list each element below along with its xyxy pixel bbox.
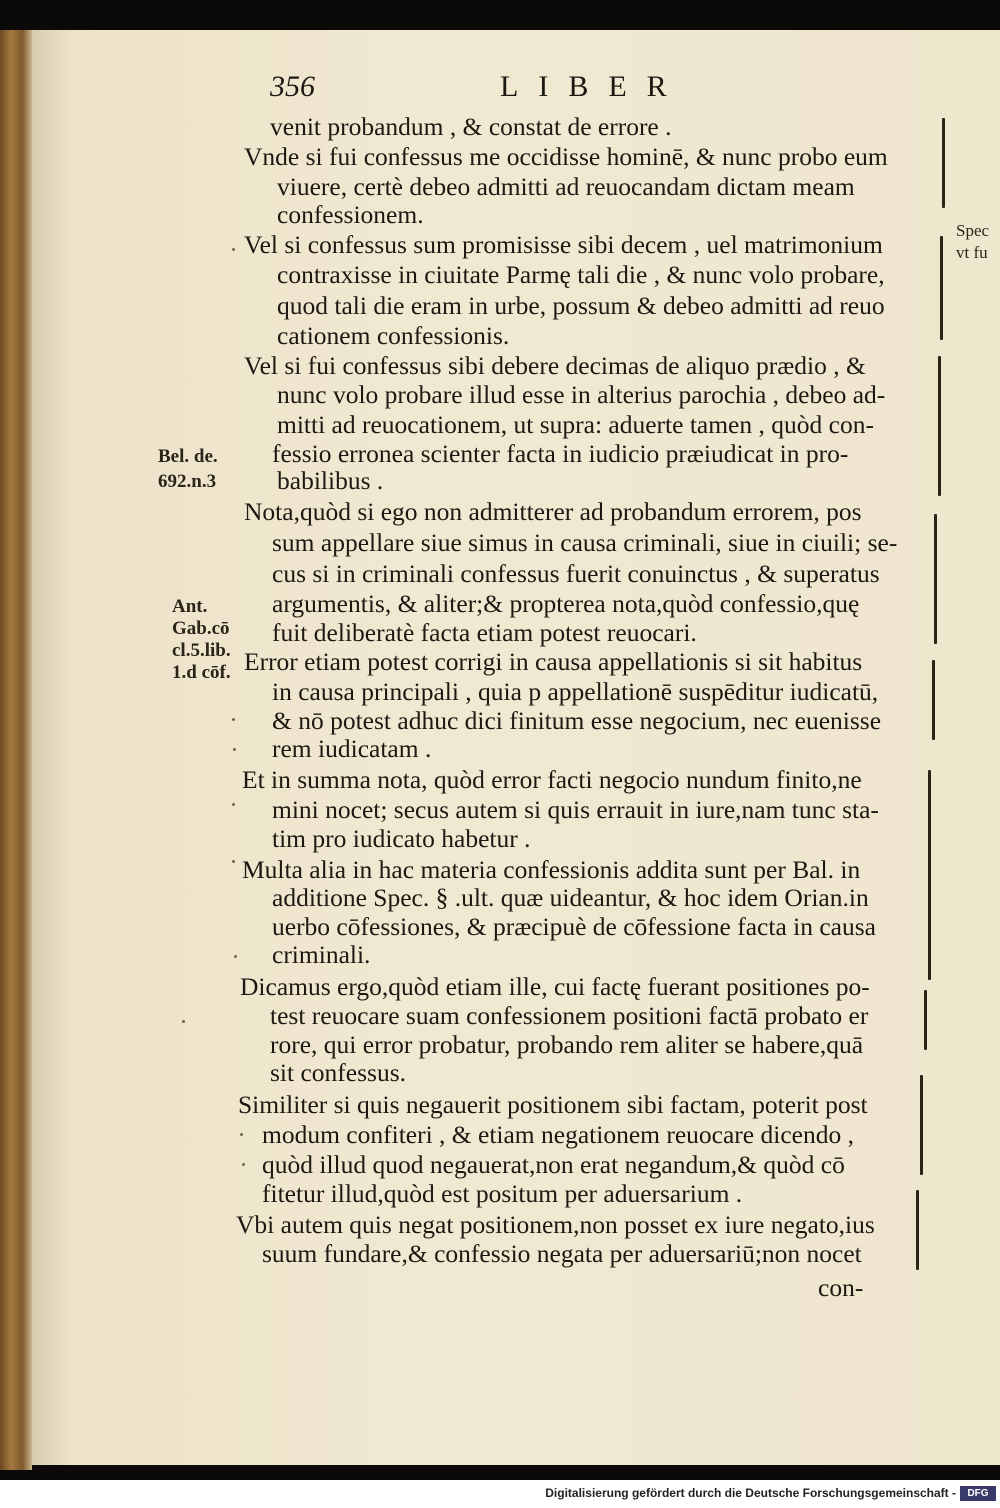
- text-line: fessio erronea scienter facta in iudicio præiudicat in pro-: [272, 439, 849, 468]
- bracket-rule: [924, 990, 927, 1050]
- digitization-footer: [0, 1480, 1000, 1508]
- bracket-rule: [940, 236, 943, 340]
- right-margin-line: Spec: [956, 221, 990, 240]
- text-line: Vel si confessus sum promisisse sibi decem , uel matrimonium: [244, 230, 883, 259]
- text-line: tim pro iudicato habetur .: [272, 824, 531, 853]
- margin-dot: [233, 748, 236, 751]
- text-line: modum confiteri , & etiam negationem reuocare dicendo ,: [262, 1120, 854, 1149]
- text-line: suum fundare,& confessio negata per aduersariū;non nocet: [262, 1239, 862, 1268]
- margin-dot: [232, 718, 235, 721]
- margin-dot: [182, 1020, 185, 1023]
- margin-dot: [234, 955, 237, 958]
- margin-dot: [232, 248, 235, 251]
- text-line: Dicamus ergo,quòd etiam ille, cui factę fuerant positiones po-: [240, 972, 870, 1001]
- text-line: Nota,quòd si ego non admitterer ad probandum errorem, pos: [244, 497, 862, 526]
- text-line: sit confessus.: [270, 1058, 406, 1087]
- page-number: 356: [270, 70, 315, 103]
- text-line: mini nocet; secus autem si quis errauit in iure,nam tunc sta-: [272, 795, 879, 824]
- bracket-rule: [932, 660, 935, 740]
- bracket-rule: [942, 118, 945, 208]
- catchword: con-: [818, 1273, 864, 1302]
- text-line: venit probandum , & constat de errore .: [270, 112, 672, 141]
- text-line: babilibus .: [277, 466, 384, 495]
- text-line: Multa alia in hac materia confessionis addita sunt per Bal. in: [242, 855, 861, 884]
- text-line: fitetur illud,quòd est positum per aduersarium .: [262, 1179, 743, 1208]
- text-line: confessionem.: [277, 200, 424, 229]
- text-line: Vbi autem quis negat positionem,non posset ex iure negato,ius: [236, 1210, 875, 1239]
- text-line: contraxisse in ciuitate Parmę tali die , & nunc volo probare,: [277, 260, 885, 289]
- text-line: uerbo cōfessiones, & præcipuè de cōfessione facta in causa: [272, 912, 876, 941]
- text-line: mitti ad reuocationem, ut supra: aduerte tamen , quòd con-: [277, 410, 874, 439]
- text-line: test reuocare suam confessionem positioni factā probato er: [270, 1001, 869, 1030]
- text-line: sum appellare siue simus in causa criminali, siue in ciuili; se-: [272, 528, 898, 557]
- bracket-rule: [920, 1075, 923, 1175]
- running-title: LIBER: [500, 70, 687, 103]
- text-line: & nō potest adhuc dici finitum esse negocium, nec euenisse: [272, 706, 882, 735]
- text-line: Vel si fui confessus sibi debere decimas de aliquo prædio , &: [244, 351, 866, 380]
- text-line: cus si in criminali confessus fuerit conuinctus , & superatus: [272, 559, 880, 588]
- margin-dot: [232, 860, 235, 863]
- text-line: Et in summa nota, quòd error facti negocio nundum finito,ne: [242, 765, 862, 794]
- text-line: quòd illud quod negauerat,non erat negandum,& quòd cō: [262, 1150, 845, 1179]
- bracket-rule: [928, 770, 931, 980]
- bracket-rule: [934, 514, 937, 644]
- text-line: nunc volo probare illud esse in alterius parochia , debeo ad-: [277, 380, 886, 409]
- text-line: rore, qui error probatur, probando rem aliter se habere,quā: [270, 1030, 864, 1059]
- text-line: rem iudicatam .: [272, 734, 432, 763]
- marginal-note-line: Bel. de.: [158, 446, 218, 467]
- text-line: argumentis, & aliter;& propterea nota,quòd confessio,quę: [272, 589, 860, 618]
- text-line: Vnde si fui confessus me occidisse hominē, & nunc probo eum: [244, 142, 888, 171]
- text-line: quod tali die eram in urbe, possum & debeo admitti ad reuo: [277, 291, 885, 320]
- marginal-note-line: Ant.: [172, 596, 208, 617]
- dfg-logo: DFG: [960, 1486, 996, 1501]
- marginal-note-line: 692.n.3: [158, 471, 217, 492]
- text-line: criminali.: [272, 940, 371, 969]
- bracket-rule: [916, 1190, 919, 1270]
- text-line: viuere, certè debeo admitti ad reuocandam dictam meam: [277, 172, 855, 201]
- text-line: additione Spec. § .ult. quæ uideantur, & hoc idem Orian.in: [272, 883, 869, 912]
- text-line: fuit deliberatè facta etiam potest reuocari.: [272, 618, 697, 647]
- text-line: cationem confessionis.: [277, 321, 510, 350]
- text-line: Similiter si quis negauerit positionem sibi factam, poterit post: [238, 1090, 868, 1119]
- text-line: in causa principali , quia p appellationē suspēditur iudicatū,: [272, 677, 879, 706]
- marginal-note-line: cl.5.lib.: [172, 640, 231, 661]
- bracket-rule: [938, 356, 941, 496]
- marginal-note-line: 1.d cōf.: [172, 662, 231, 683]
- margin-dot: [242, 1163, 245, 1166]
- funding-credit: Digitalisierung gefördert durch die Deutsche Forschungsgemeinschaft -: [545, 1486, 956, 1500]
- marginal-note-line: Gab.cō: [172, 618, 230, 639]
- text-line: Error etiam potest corrigi in causa appellationis si sit habitus: [244, 647, 863, 676]
- margin-dot: [240, 1133, 243, 1136]
- right-margin-line: vt fu: [956, 243, 988, 262]
- margin-dot: [232, 803, 235, 806]
